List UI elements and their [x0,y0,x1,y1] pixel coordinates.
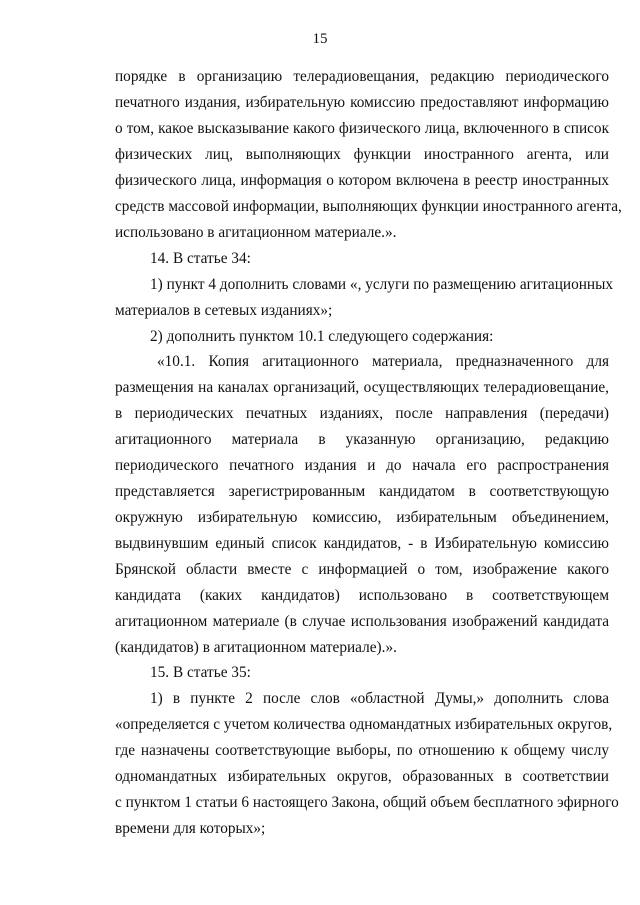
text-line: 1) в пункте 2 после слов «областной Думы,» дополнить слова [150,690,609,707]
text-line: окружную избирательную комиссию, избирательным объединением, [115,509,609,526]
text-line: средств массовой информации, выполняющих функции иностранного агента, [115,198,622,215]
text-line: агитационного материала в указанную организацию, редакцию [115,431,609,448]
text-line: физического лица, информация о котором включена в реестр иностранных [115,172,609,189]
text-line: агитационном материале (в случае использования изображений кандидата [115,613,609,630]
text-line: 14. В статье 34: [150,250,251,267]
text-line: использовано в агитационном материале.». [115,224,397,241]
text-line: «определяется с учетом количества одномандатных избирательных округов, [115,716,613,733]
text-line: «10.1. Копия агитационного материала, предназначенного для [157,353,609,370]
page-number: 15 [312,31,328,47]
text-line: 2) дополнить пунктом 10.1 следующего содержания: [150,328,494,345]
text-line: периодического печатного издания и до начала его распространения [115,457,609,474]
text-line: представляется зарегистрированным кандидатом в соответствующую [115,483,609,500]
text-line: 15. В статье 35: [150,664,251,681]
text-line: физических лиц, выполняющих функции иностранного агента, или [115,146,609,163]
text-line: печатного издания, избирательную комиссию предоставляют информацию [115,94,609,111]
text-line: где назначены соответствующие выборы, по отношению к общему числу [115,742,609,759]
text-line: Брянской области вместе с информацией о том, изображение какого [115,561,609,578]
text-line: времени для которых»; [115,820,266,837]
text-line: о том, какое высказывание какого физического лица, включенного в список [115,120,609,137]
text-line: размещения на каналах организаций, осуществляющих телерадиовещание, [115,379,609,396]
text-line: порядке в организацию телерадиовещания, редакцию периодического [115,68,609,85]
text-line: кандидата (каких кандидатов) использовано в соответствующем [115,587,609,604]
text-line: с пунктом 1 статьи 6 настоящего Закона, общий объем бесплатного эфирного [115,794,619,811]
text-line: материалов в сетевых изданиях»; [115,302,333,319]
text-line: 1) пункт 4 дополнить словами «, услуги по размещению агитационных [150,276,614,293]
text-line: одномандатных избирательных округов, образованных в соответствии [115,768,609,785]
text-line: (кандидатов) в агитационном материале).». [115,639,397,656]
text-line: в периодических печатных изданиях, после направления (передачи) [115,405,609,422]
text-line: выдвинувшим единый список кандидатов, - в Избирательную комиссию [115,535,609,552]
